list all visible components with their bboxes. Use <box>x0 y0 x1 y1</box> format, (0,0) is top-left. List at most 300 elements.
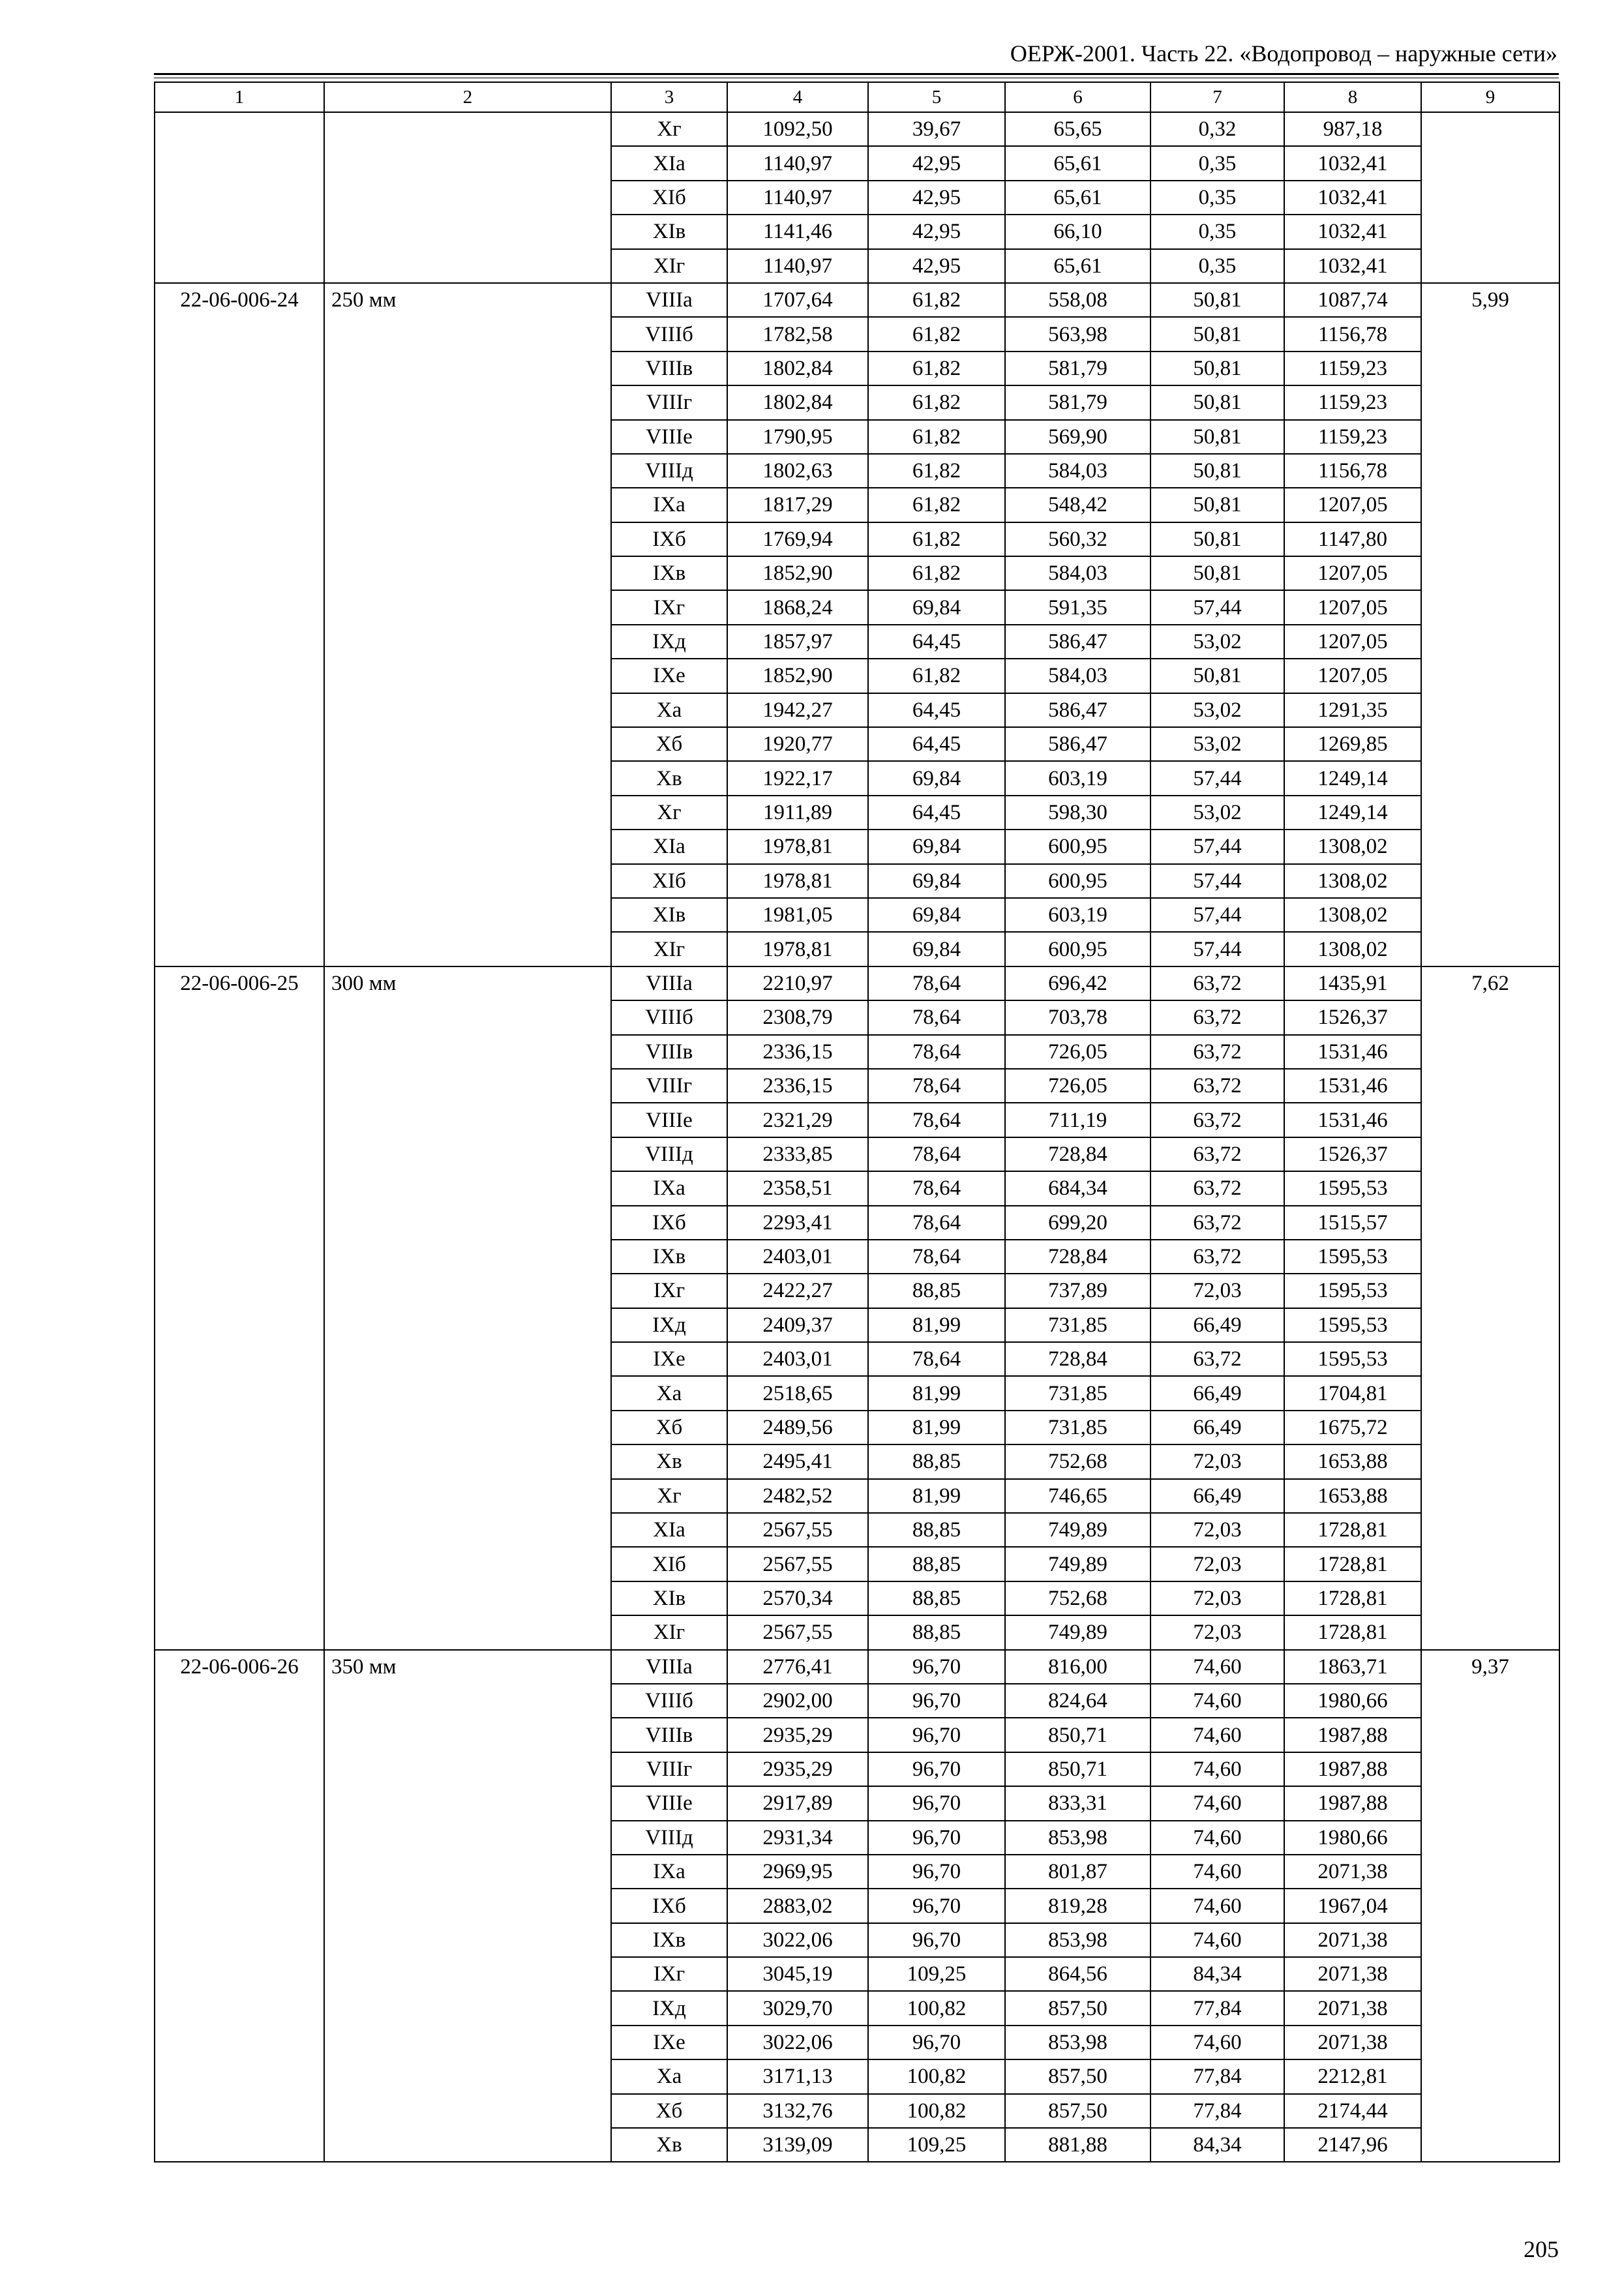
value-cell: 57,44 <box>1150 761 1284 795</box>
value-cell: 2969,95 <box>727 1855 868 1889</box>
zone-cell: ХIг <box>611 249 727 283</box>
value-cell: 63,72 <box>1150 1171 1284 1205</box>
value-cell: 96,70 <box>868 1786 1005 1820</box>
table-row <box>155 1650 1559 1684</box>
zone-cell: Ха <box>611 2059 727 2093</box>
value-cell: 74,60 <box>1150 1684 1284 1718</box>
value-cell: 50,81 <box>1150 454 1284 488</box>
value-cell: 77,84 <box>1150 2094 1284 2128</box>
value-cell: 1987,88 <box>1284 1718 1421 1752</box>
value-cell: 1308,02 <box>1284 932 1421 966</box>
value-cell: 726,05 <box>1005 1035 1150 1069</box>
material-cost-cell <box>1421 112 1559 283</box>
zone-cell: VIIIб <box>611 1000 727 1034</box>
value-cell: 2482,52 <box>727 1479 868 1513</box>
column-number-row <box>155 82 1559 112</box>
value-cell: 53,02 <box>1150 693 1284 727</box>
value-cell: 3132,76 <box>727 2094 868 2128</box>
zone-cell: VIIIд <box>611 454 727 488</box>
value-cell: 96,70 <box>868 1684 1005 1718</box>
value-cell: 591,35 <box>1005 590 1150 624</box>
value-cell: 801,87 <box>1005 1855 1150 1889</box>
value-cell: 50,81 <box>1150 283 1284 317</box>
value-cell: 2071,38 <box>1284 1957 1421 1991</box>
value-cell: 81,99 <box>868 1479 1005 1513</box>
value-cell: 2935,29 <box>727 1718 868 1752</box>
value-cell: 78,64 <box>868 1000 1005 1034</box>
value-cell: 819,28 <box>1005 1889 1150 1922</box>
value-cell: 853,98 <box>1005 1923 1150 1957</box>
column-number: 7 <box>1150 82 1284 112</box>
zone-cell: VIIIг <box>611 1069 727 1103</box>
value-cell: 69,84 <box>868 898 1005 932</box>
zone-cell: IХг <box>611 1274 727 1308</box>
value-cell: 109,25 <box>868 2128 1005 2162</box>
value-cell: 1159,23 <box>1284 385 1421 419</box>
value-cell: 558,08 <box>1005 283 1150 317</box>
value-cell: 2518,65 <box>727 1376 868 1410</box>
table-row <box>155 283 1559 317</box>
pipe-diameter-cell: 350 мм <box>324 1650 611 2162</box>
zone-cell: Хг <box>611 112 727 146</box>
value-cell: 2567,55 <box>727 1547 868 1581</box>
value-cell: 42,95 <box>868 249 1005 283</box>
value-cell: 96,70 <box>868 1718 1005 1752</box>
value-cell: 857,50 <box>1005 2094 1150 2128</box>
value-cell: 699,20 <box>1005 1206 1150 1240</box>
page-number: 205 <box>1524 2236 1559 2262</box>
zone-cell: VIIIд <box>611 1137 727 1171</box>
value-cell: 96,70 <box>868 1650 1005 1684</box>
zone-cell: VIIIв <box>611 352 727 385</box>
value-cell: 857,50 <box>1005 1991 1150 2025</box>
zone-cell: VIIIе <box>611 1786 727 1820</box>
value-cell: 1595,53 <box>1284 1274 1421 1308</box>
material-cost-cell: 5,99 <box>1421 283 1559 966</box>
value-cell: 1863,71 <box>1284 1650 1421 1684</box>
value-cell: 1920,77 <box>727 727 868 761</box>
value-cell: 752,68 <box>1005 1444 1150 1478</box>
value-cell: 74,60 <box>1150 2026 1284 2059</box>
zone-cell: IХв <box>611 1923 727 1957</box>
zone-cell: ХIа <box>611 830 727 863</box>
value-cell: 57,44 <box>1150 590 1284 624</box>
value-cell: 850,71 <box>1005 1752 1150 1786</box>
value-cell: 1675,72 <box>1284 1411 1421 1444</box>
value-cell: 1802,84 <box>727 352 868 385</box>
value-cell: 74,60 <box>1150 1855 1284 1889</box>
page-header: ОЕРЖ-2001. Часть 22. «Водопровод – наружные сети» <box>1010 40 1557 67</box>
value-cell: 586,47 <box>1005 727 1150 761</box>
table-body <box>155 82 1559 2162</box>
value-cell: 2570,34 <box>727 1581 868 1615</box>
zone-cell: IХб <box>611 522 727 556</box>
value-cell: 728,84 <box>1005 1240 1150 1274</box>
value-cell: 1980,66 <box>1284 1684 1421 1718</box>
value-cell: 1802,84 <box>727 385 868 419</box>
value-cell: 61,82 <box>868 385 1005 419</box>
value-cell: 1032,41 <box>1284 215 1421 248</box>
value-cell: 2071,38 <box>1284 1991 1421 2025</box>
column-number: 6 <box>1005 82 1150 112</box>
value-cell: 66,49 <box>1150 1308 1284 1342</box>
zone-cell: ХIг <box>611 932 727 966</box>
value-cell: 65,61 <box>1005 249 1150 283</box>
value-cell: 987,18 <box>1284 112 1421 146</box>
zone-cell: VIIIа <box>611 283 727 317</box>
zone-cell: IХа <box>611 1171 727 1205</box>
zone-cell: VIIIд <box>611 1821 727 1855</box>
value-cell: 2495,41 <box>727 1444 868 1478</box>
value-cell: 42,95 <box>868 181 1005 215</box>
value-cell: 3139,09 <box>727 2128 868 2162</box>
value-cell: 78,64 <box>868 1240 1005 1274</box>
zone-cell: IХв <box>611 556 727 590</box>
value-cell: 1207,05 <box>1284 556 1421 590</box>
pipe-diameter-cell: 250 мм <box>324 283 611 966</box>
value-cell: 711,19 <box>1005 1103 1150 1137</box>
value-cell: 728,84 <box>1005 1342 1150 1376</box>
value-cell: 96,70 <box>868 1752 1005 1786</box>
value-cell: 81,99 <box>868 1411 1005 1444</box>
value-cell: 2358,51 <box>727 1171 868 1205</box>
value-cell: 1249,14 <box>1284 761 1421 795</box>
value-cell: 78,64 <box>868 1342 1005 1376</box>
value-cell: 1156,78 <box>1284 454 1421 488</box>
value-cell: 1728,81 <box>1284 1581 1421 1615</box>
value-cell: 66,49 <box>1150 1479 1284 1513</box>
zone-cell: Хг <box>611 1479 727 1513</box>
value-cell: 109,25 <box>868 1957 1005 1991</box>
value-cell: 96,70 <box>868 1889 1005 1922</box>
value-cell: 78,64 <box>868 1206 1005 1240</box>
table-row <box>155 966 1559 1000</box>
value-cell: 1308,02 <box>1284 898 1421 932</box>
value-cell: 50,81 <box>1150 352 1284 385</box>
value-cell: 2308,79 <box>727 1000 868 1034</box>
value-cell: 2147,96 <box>1284 2128 1421 2162</box>
value-cell: 1802,63 <box>727 454 868 488</box>
value-cell: 63,72 <box>1150 1342 1284 1376</box>
value-cell: 600,95 <box>1005 830 1150 863</box>
value-cell: 1978,81 <box>727 864 868 898</box>
value-cell: 603,19 <box>1005 761 1150 795</box>
value-cell: 1269,85 <box>1284 727 1421 761</box>
value-cell: 1595,53 <box>1284 1308 1421 1342</box>
value-cell: 2403,01 <box>727 1342 868 1376</box>
value-cell: 0,35 <box>1150 181 1284 215</box>
value-cell: 737,89 <box>1005 1274 1150 1308</box>
zone-cell: VIIIб <box>611 317 727 351</box>
value-cell: 3022,06 <box>727 2026 868 2059</box>
zone-cell: Хв <box>611 761 727 795</box>
value-cell: 53,02 <box>1150 796 1284 830</box>
value-cell: 731,85 <box>1005 1411 1150 1444</box>
value-cell: 1435,91 <box>1284 966 1421 1000</box>
value-cell: 752,68 <box>1005 1581 1150 1615</box>
value-cell: 1980,66 <box>1284 1821 1421 1855</box>
value-cell: 1817,29 <box>727 488 868 522</box>
zone-cell: Ха <box>611 1376 727 1410</box>
value-cell: 1728,81 <box>1284 1513 1421 1547</box>
value-cell: 1087,74 <box>1284 283 1421 317</box>
value-cell: 1790,95 <box>727 420 868 454</box>
value-cell: 88,85 <box>868 1274 1005 1308</box>
value-cell: 88,85 <box>868 1444 1005 1478</box>
value-cell: 78,64 <box>868 966 1005 1000</box>
value-cell: 816,00 <box>1005 1650 1150 1684</box>
value-cell: 1032,41 <box>1284 249 1421 283</box>
zone-cell: IХе <box>611 659 727 693</box>
value-cell: 63,72 <box>1150 1137 1284 1171</box>
zone-cell: IХг <box>611 1957 727 1991</box>
value-cell: 2212,81 <box>1284 2059 1421 2093</box>
zone-cell: Хб <box>611 2094 727 2128</box>
value-cell: 1852,90 <box>727 556 868 590</box>
value-cell: 63,72 <box>1150 1035 1284 1069</box>
value-cell: 2210,97 <box>727 966 868 1000</box>
rate-code-cell: 22-06-006-25 <box>155 966 324 1650</box>
value-cell: 2336,15 <box>727 1069 868 1103</box>
material-cost-cell: 9,37 <box>1421 1650 1559 2162</box>
value-cell: 1782,58 <box>727 317 868 351</box>
zone-cell: ХIб <box>611 864 727 898</box>
value-cell: 1981,05 <box>727 898 868 932</box>
value-cell: 96,70 <box>868 1923 1005 1957</box>
value-cell: 39,67 <box>868 112 1005 146</box>
column-number: 4 <box>727 82 868 112</box>
value-cell: 42,95 <box>868 146 1005 180</box>
value-cell: 69,84 <box>868 932 1005 966</box>
value-cell: 1526,37 <box>1284 1000 1421 1034</box>
zone-cell: VIIIе <box>611 1103 727 1137</box>
value-cell: 881,88 <box>1005 2128 1150 2162</box>
value-cell: 96,70 <box>868 1821 1005 1855</box>
value-cell: 72,03 <box>1150 1444 1284 1478</box>
value-cell: 74,60 <box>1150 1821 1284 1855</box>
value-cell: 57,44 <box>1150 898 1284 932</box>
value-cell: 61,82 <box>868 522 1005 556</box>
value-cell: 72,03 <box>1150 1547 1284 1581</box>
column-number: 9 <box>1421 82 1559 112</box>
value-cell: 78,64 <box>868 1137 1005 1171</box>
value-cell: 2567,55 <box>727 1513 868 1547</box>
zone-cell: IХе <box>611 2026 727 2059</box>
value-cell: 731,85 <box>1005 1308 1150 1342</box>
zone-cell: VIIIв <box>611 1035 727 1069</box>
value-cell: 61,82 <box>868 556 1005 590</box>
value-cell: 603,19 <box>1005 898 1150 932</box>
value-cell: 1922,17 <box>727 761 868 795</box>
zone-cell: IХд <box>611 1308 727 1342</box>
value-cell: 2567,55 <box>727 1615 868 1649</box>
column-number: 1 <box>155 82 324 112</box>
value-cell: 586,47 <box>1005 693 1150 727</box>
rate-code-cell: 22-06-006-26 <box>155 1650 324 2162</box>
value-cell: 864,56 <box>1005 1957 1150 1991</box>
value-cell: 78,64 <box>868 1171 1005 1205</box>
zone-cell: ХIв <box>611 898 727 932</box>
zone-cell: IХд <box>611 1991 727 2025</box>
value-cell: 1308,02 <box>1284 864 1421 898</box>
value-cell: 66,10 <box>1005 215 1150 248</box>
value-cell: 74,60 <box>1150 1752 1284 1786</box>
zone-cell: VIIIг <box>611 1752 727 1786</box>
value-cell: 749,89 <box>1005 1615 1150 1649</box>
value-cell: 600,95 <box>1005 932 1150 966</box>
value-cell: 581,79 <box>1005 352 1150 385</box>
value-cell: 1653,88 <box>1284 1479 1421 1513</box>
value-cell: 1531,46 <box>1284 1069 1421 1103</box>
value-cell: 1156,78 <box>1284 317 1421 351</box>
value-cell: 3171,13 <box>727 2059 868 2093</box>
value-cell: 63,72 <box>1150 1069 1284 1103</box>
value-cell: 65,65 <box>1005 112 1150 146</box>
zone-cell: VIIIв <box>611 1718 727 1752</box>
value-cell: 57,44 <box>1150 932 1284 966</box>
value-cell: 586,47 <box>1005 625 1150 659</box>
value-cell: 560,32 <box>1005 522 1150 556</box>
value-cell: 1769,94 <box>727 522 868 556</box>
value-cell: 81,99 <box>868 1376 1005 1410</box>
value-cell: 1653,88 <box>1284 1444 1421 1478</box>
value-cell: 2071,38 <box>1284 1855 1421 1889</box>
zone-cell: IХв <box>611 1240 727 1274</box>
value-cell: 77,84 <box>1150 2059 1284 2093</box>
value-cell: 74,60 <box>1150 1889 1284 1922</box>
value-cell: 1942,27 <box>727 693 868 727</box>
value-cell: 1159,23 <box>1284 352 1421 385</box>
zone-cell: IХа <box>611 488 727 522</box>
value-cell: 2776,41 <box>727 1650 868 1684</box>
value-cell: 53,02 <box>1150 625 1284 659</box>
value-cell: 50,81 <box>1150 488 1284 522</box>
value-cell: 1140,97 <box>727 249 868 283</box>
value-cell: 74,60 <box>1150 1923 1284 1957</box>
value-cell: 78,64 <box>868 1035 1005 1069</box>
value-cell: 1515,57 <box>1284 1206 1421 1240</box>
value-cell: 1911,89 <box>727 796 868 830</box>
value-cell: 69,84 <box>868 830 1005 863</box>
column-number: 8 <box>1284 82 1421 112</box>
value-cell: 2071,38 <box>1284 2026 1421 2059</box>
value-cell: 61,82 <box>868 420 1005 454</box>
zone-cell: Хв <box>611 1444 727 1478</box>
value-cell: 2883,02 <box>727 1889 868 1922</box>
value-cell: 63,72 <box>1150 966 1284 1000</box>
value-cell: 96,70 <box>868 1855 1005 1889</box>
zone-cell: IХд <box>611 625 727 659</box>
value-cell: 1207,05 <box>1284 590 1421 624</box>
value-cell: 63,72 <box>1150 1206 1284 1240</box>
value-cell: 64,45 <box>868 693 1005 727</box>
value-cell: 66,49 <box>1150 1411 1284 1444</box>
value-cell: 584,03 <box>1005 659 1150 693</box>
value-cell: 78,64 <box>868 1069 1005 1103</box>
value-cell: 1595,53 <box>1284 1342 1421 1376</box>
value-cell: 0,35 <box>1150 146 1284 180</box>
zone-cell: VIIIа <box>611 966 727 1000</box>
value-cell: 1967,04 <box>1284 1889 1421 1922</box>
value-cell: 1868,24 <box>727 590 868 624</box>
value-cell: 1140,97 <box>727 181 868 215</box>
value-cell: 2174,44 <box>1284 2094 1421 2128</box>
value-cell: 65,61 <box>1005 181 1150 215</box>
zone-cell: ХIб <box>611 1547 727 1581</box>
value-cell: 64,45 <box>868 727 1005 761</box>
zone-cell: VIIIг <box>611 385 727 419</box>
value-cell: 2336,15 <box>727 1035 868 1069</box>
value-cell: 50,81 <box>1150 385 1284 419</box>
value-cell: 88,85 <box>868 1513 1005 1547</box>
value-cell: 42,95 <box>868 215 1005 248</box>
value-cell: 2422,27 <box>727 1274 868 1308</box>
value-cell: 2902,00 <box>727 1684 868 1718</box>
zone-cell: IХб <box>611 1889 727 1922</box>
value-cell: 1531,46 <box>1284 1103 1421 1137</box>
value-cell: 50,81 <box>1150 556 1284 590</box>
rate-code-cell <box>155 112 324 283</box>
value-cell: 77,84 <box>1150 1991 1284 2025</box>
value-cell: 72,03 <box>1150 1274 1284 1308</box>
value-cell: 600,95 <box>1005 864 1150 898</box>
value-cell: 61,82 <box>868 352 1005 385</box>
value-cell: 0,35 <box>1150 215 1284 248</box>
zone-cell: VIIIб <box>611 1684 727 1718</box>
value-cell: 2333,85 <box>727 1137 868 1171</box>
value-cell: 57,44 <box>1150 830 1284 863</box>
value-cell: 72,03 <box>1150 1581 1284 1615</box>
value-cell: 3029,70 <box>727 1991 868 2025</box>
rate-code-cell: 22-06-006-24 <box>155 283 324 966</box>
zone-cell: Хб <box>611 1411 727 1444</box>
value-cell: 2071,38 <box>1284 1923 1421 1957</box>
value-cell: 1978,81 <box>727 830 868 863</box>
value-cell: 726,05 <box>1005 1069 1150 1103</box>
value-cell: 1704,81 <box>1284 1376 1421 1410</box>
value-cell: 0,32 <box>1150 112 1284 146</box>
value-cell: 1032,41 <box>1284 146 1421 180</box>
value-cell: 63,72 <box>1150 1103 1284 1137</box>
value-cell: 584,03 <box>1005 454 1150 488</box>
value-cell: 2321,29 <box>727 1103 868 1137</box>
value-cell: 703,78 <box>1005 1000 1150 1034</box>
value-cell: 749,89 <box>1005 1547 1150 1581</box>
value-cell: 1207,05 <box>1284 659 1421 693</box>
value-cell: 61,82 <box>868 283 1005 317</box>
value-cell: 88,85 <box>868 1615 1005 1649</box>
value-cell: 64,45 <box>868 796 1005 830</box>
value-cell: 1728,81 <box>1284 1615 1421 1649</box>
zone-cell: IХа <box>611 1855 727 1889</box>
value-cell: 63,72 <box>1150 1240 1284 1274</box>
value-cell: 584,03 <box>1005 556 1150 590</box>
value-cell: 50,81 <box>1150 659 1284 693</box>
value-cell: 1857,97 <box>727 625 868 659</box>
zone-cell: ХIв <box>611 1581 727 1615</box>
value-cell: 1159,23 <box>1284 420 1421 454</box>
value-cell: 1141,46 <box>727 215 868 248</box>
header-rule <box>154 73 1559 75</box>
value-cell: 1595,53 <box>1284 1171 1421 1205</box>
value-cell: 684,34 <box>1005 1171 1150 1205</box>
zone-cell: ХIа <box>611 1513 727 1547</box>
material-cost-cell: 7,62 <box>1421 966 1559 1650</box>
value-cell: 61,82 <box>868 317 1005 351</box>
value-cell: 74,60 <box>1150 1786 1284 1820</box>
value-cell: 569,90 <box>1005 420 1150 454</box>
value-cell: 728,84 <box>1005 1137 1150 1171</box>
